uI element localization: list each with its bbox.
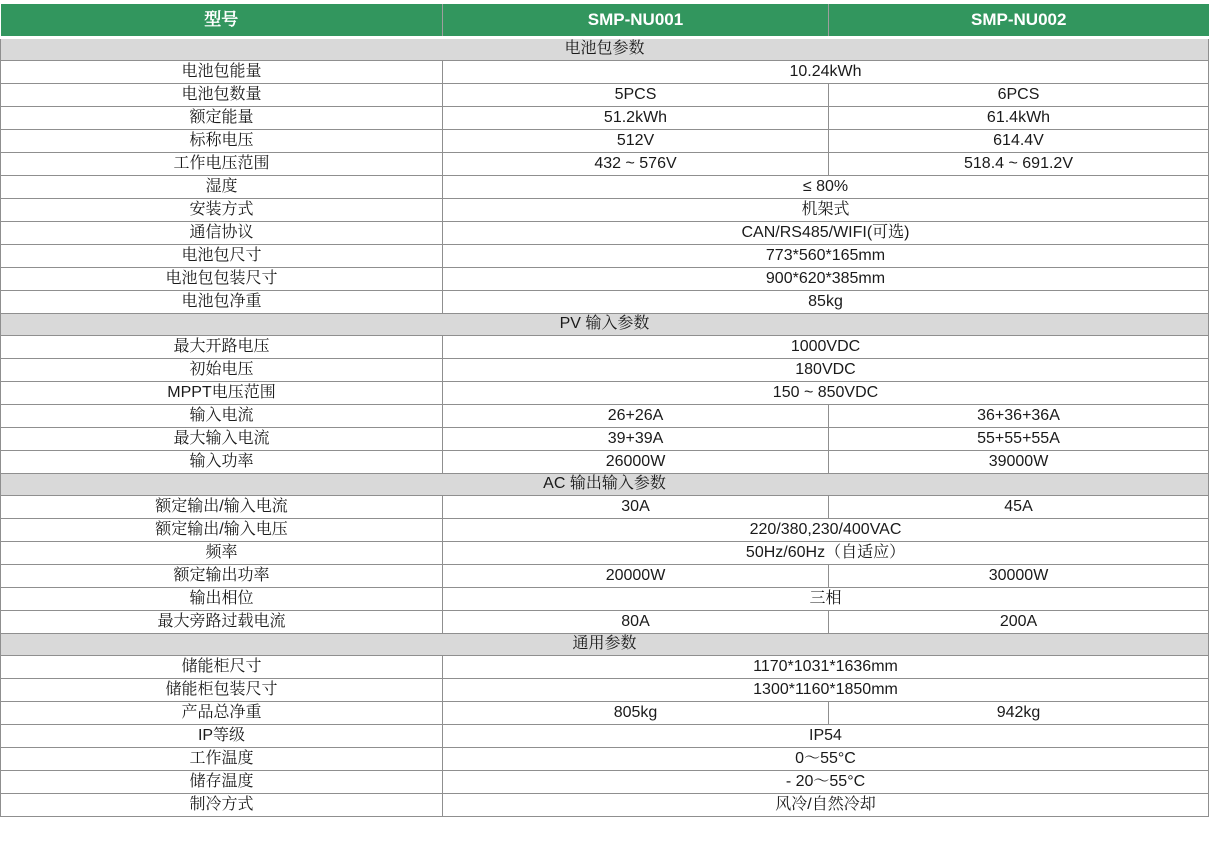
table-row: [1, 451, 1209, 474]
spec-label: 额定输出/输入电流: [1, 496, 443, 519]
spec-label: MPPT电压范围: [1, 382, 443, 405]
spec-value-model2: 30000W: [829, 565, 1209, 588]
table-row: [1, 222, 1209, 245]
section-header-ac: [1, 474, 1209, 496]
spec-value-merged: - 20～55°C: [443, 771, 1209, 794]
table-row: [1, 519, 1209, 542]
spec-value-merged: 风冷/自然冷却: [443, 794, 1209, 817]
spec-value-model1: 80A: [443, 611, 829, 634]
spec-value-model1: 5PCS: [443, 84, 829, 107]
table-row: [1, 428, 1209, 451]
table-row: [1, 496, 1209, 519]
spec-value-merged: 180VDC: [443, 359, 1209, 382]
spec-label: 制冷方式: [1, 794, 443, 817]
spec-value-merged: IP54: [443, 725, 1209, 748]
spec-label: 储能柜尺寸: [1, 656, 443, 679]
spec-value-merged: 1000VDC: [443, 336, 1209, 359]
table-row: [1, 565, 1209, 588]
table-row: [1, 61, 1209, 84]
spec-label: 电池包净重: [1, 291, 443, 314]
spec-label: 额定输出功率: [1, 565, 443, 588]
spec-value-merged: 220/380,230/400VAC: [443, 519, 1209, 542]
spec-label: 储存温度: [1, 771, 443, 794]
spec-label: 电池包数量: [1, 84, 443, 107]
spec-label: 额定能量: [1, 107, 443, 130]
spec-label: 输入功率: [1, 451, 443, 474]
spec-value-merged: 10.24kWh: [443, 61, 1209, 84]
table-row: [1, 748, 1209, 771]
table-row: [1, 84, 1209, 107]
spec-value-merged: 85kg: [443, 291, 1209, 314]
table-row: [1, 245, 1209, 268]
spec-value-merged: 1170*1031*1636mm: [443, 656, 1209, 679]
table-row: [1, 794, 1209, 817]
table-row: [1, 359, 1209, 382]
model-column-header: 型号: [1, 4, 443, 38]
spec-value-model2: 942kg: [829, 702, 1209, 725]
spec-label: 安装方式: [1, 199, 443, 222]
spec-value-model2: 45A: [829, 496, 1209, 519]
spec-label: 输出相位: [1, 588, 443, 611]
spec-label: 产品总净重: [1, 702, 443, 725]
spec-label: 工作温度: [1, 748, 443, 771]
table-row: [1, 291, 1209, 314]
section-header-general: [1, 634, 1209, 656]
spec-label: 最大开路电压: [1, 336, 443, 359]
spec-label: 湿度: [1, 176, 443, 199]
spec-value-merged: 900*620*385mm: [443, 268, 1209, 291]
table-row: [1, 611, 1209, 634]
spec-value-model1: 26+26A: [443, 405, 829, 428]
section-header-battery: [1, 38, 1209, 61]
spec-label: 初始电压: [1, 359, 443, 382]
spec-label: 频率: [1, 542, 443, 565]
spec-value-model2: 39000W: [829, 451, 1209, 474]
spec-label: 最大旁路过载电流: [1, 611, 443, 634]
spec-value-model2: 6PCS: [829, 84, 1209, 107]
model-1-header: SMP-NU001: [443, 4, 829, 38]
spec-label: 电池包尺寸: [1, 245, 443, 268]
spec-table: [0, 4, 1209, 817]
spec-label: 最大输入电流: [1, 428, 443, 451]
spec-label: IP等级: [1, 725, 443, 748]
table-row: [1, 588, 1209, 611]
spec-value-model2: 614.4V: [829, 130, 1209, 153]
table-row: [1, 405, 1209, 428]
spec-label: 额定输出/输入电压: [1, 519, 443, 542]
spec-label: 电池包包装尺寸: [1, 268, 443, 291]
spec-value-model2: 518.4 ~ 691.2V: [829, 153, 1209, 176]
spec-value-model1: 805kg: [443, 702, 829, 725]
spec-value-model1: 30A: [443, 496, 829, 519]
table-row: [1, 771, 1209, 794]
section-header-pv-input: [1, 314, 1209, 336]
table-row: [1, 176, 1209, 199]
table-row: [1, 336, 1209, 359]
table-row: [1, 656, 1209, 679]
spec-value-merged: 50Hz/60Hz（自适应）: [443, 542, 1209, 565]
spec-value-merged: 773*560*165mm: [443, 245, 1209, 268]
model-2-header: SMP-NU002: [829, 4, 1209, 38]
spec-value-merged: 1300*1160*1850mm: [443, 679, 1209, 702]
spec-label: 工作电压范围: [1, 153, 443, 176]
table-row: [1, 153, 1209, 176]
spec-label: 输入电流: [1, 405, 443, 428]
spec-value-model1: 512V: [443, 130, 829, 153]
table-row: [1, 542, 1209, 565]
spec-value-merged: 机架式: [443, 199, 1209, 222]
table-row: [1, 107, 1209, 130]
table-row: [1, 130, 1209, 153]
spec-label: 通信协议: [1, 222, 443, 245]
table-row: [1, 679, 1209, 702]
spec-value-model2: 200A: [829, 611, 1209, 634]
section-title: AC 输出输入参数: [1, 474, 1209, 496]
table-row: [1, 725, 1209, 748]
table-row: [1, 382, 1209, 405]
spec-label: 电池包能量: [1, 61, 443, 84]
spec-value-merged: 三相: [443, 588, 1209, 611]
spec-value-model1: 51.2kWh: [443, 107, 829, 130]
spec-value-model2: 61.4kWh: [829, 107, 1209, 130]
table-row: [1, 268, 1209, 291]
spec-value-merged: ≤ 80%: [443, 176, 1209, 199]
spec-label: 标称电压: [1, 130, 443, 153]
table-row: [1, 199, 1209, 222]
spec-value-merged: CAN/RS485/WIFI(可选): [443, 222, 1209, 245]
spec-label: 储能柜包装尺寸: [1, 679, 443, 702]
spec-value-model1: 432 ~ 576V: [443, 153, 829, 176]
table-row: [1, 702, 1209, 725]
spec-value-model2: 36+36+36A: [829, 405, 1209, 428]
spec-value-merged: 0～55°C: [443, 748, 1209, 771]
section-title: 电池包参数: [1, 38, 1209, 61]
section-title: 通用参数: [1, 634, 1209, 656]
spec-value-merged: 150 ~ 850VDC: [443, 382, 1209, 405]
model-header-row: [1, 4, 1209, 38]
spec-value-model1: 20000W: [443, 565, 829, 588]
spec-value-model1: 26000W: [443, 451, 829, 474]
section-title: PV 输入参数: [1, 314, 1209, 336]
spec-value-model2: 55+55+55A: [829, 428, 1209, 451]
spec-value-model1: 39+39A: [443, 428, 829, 451]
